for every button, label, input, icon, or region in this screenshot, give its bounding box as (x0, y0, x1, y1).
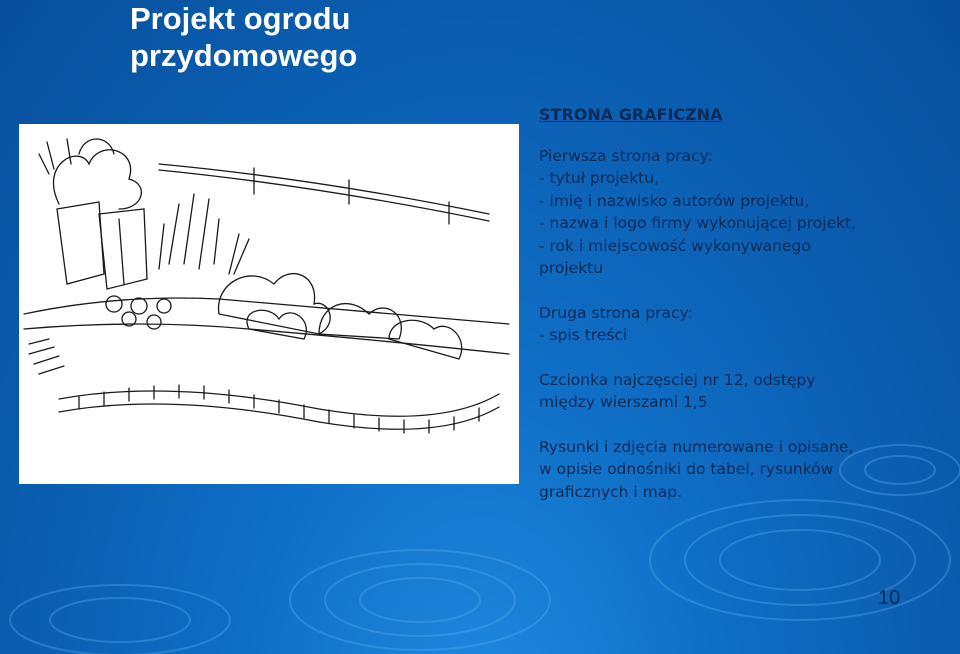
garden-sketch-drawing (19, 124, 519, 484)
text-line: Druga strona pracy: (539, 303, 693, 322)
page-number: 10 (878, 587, 901, 609)
text-line: - spis treści (539, 326, 628, 344)
paragraph-second-page (539, 302, 949, 347)
text-line: w opisie odnośniki do tabel, rysunków (539, 460, 834, 478)
text-line: - nazwa i logo firmy wykonującej projekt, (539, 214, 857, 232)
text-line: Pierwsza strona pracy: (539, 146, 713, 165)
text-line: - tytuł projektu, (539, 169, 660, 187)
text-line: - imię i nazwisko autorów projektu, (539, 191, 810, 210)
slide-title (130, 0, 450, 74)
title-line-1: Projekt ogrodu (130, 1, 351, 36)
content-text (539, 104, 949, 525)
paragraph-font (539, 369, 949, 414)
text-line: Czcionka najczęsciej nr 12, odstępy (539, 370, 816, 389)
text-line: graficznych i map. (539, 482, 682, 501)
paragraph-first-page (539, 145, 949, 280)
garden-sketch-image (19, 124, 519, 484)
title-line-2: przydomowego (130, 38, 358, 73)
text-line: - rok i miejscowość wykonywanego (539, 236, 811, 255)
text-line: projektu (539, 259, 604, 277)
text-line: między wierszami 1,5 (539, 393, 708, 411)
section-title: STRONA GRAFICZNA (539, 105, 723, 124)
paragraph-figures (539, 436, 949, 504)
text-line: Rysunki i zdjęcia numerowane i opisane, (539, 437, 854, 456)
